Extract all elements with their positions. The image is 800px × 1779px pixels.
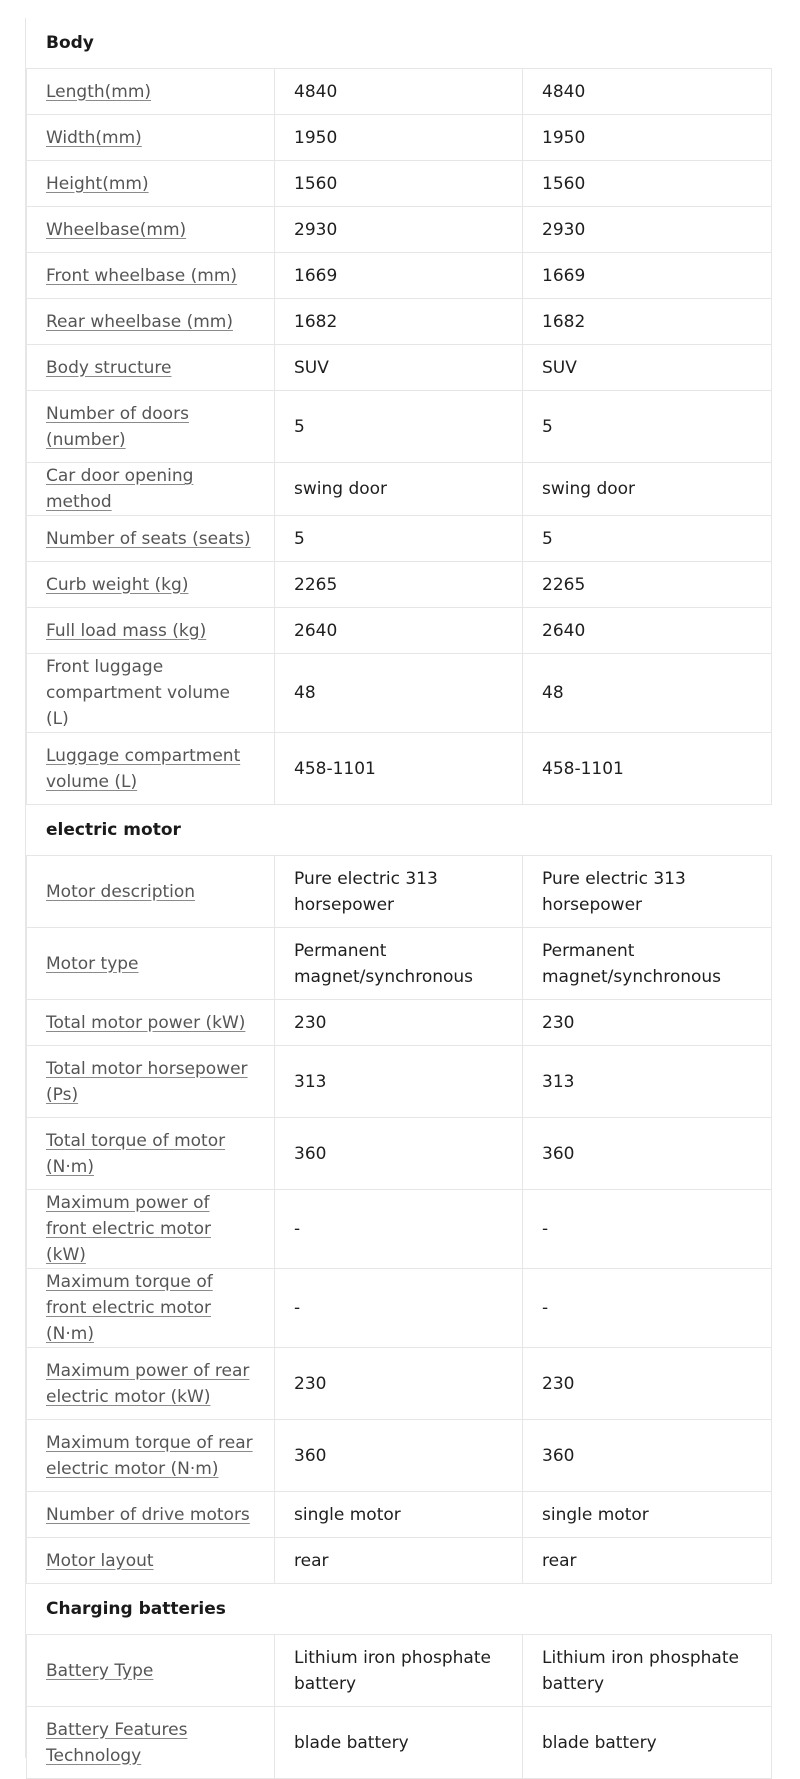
spec-value-model-2: 48 (523, 654, 772, 733)
spec-label-cell[interactable] (27, 253, 275, 299)
spec-label-link[interactable]: Maximum power of front electric motor (kW) (46, 1193, 211, 1265)
spec-value-model-1: 458-1101 (275, 733, 523, 805)
spec-value-model-2: 2640 (523, 608, 772, 654)
section-title-charging-batteries: Charging batteries (46, 1599, 226, 1619)
spec-value-model-2: - (523, 1190, 772, 1269)
spec-label-cell[interactable] (27, 516, 275, 562)
spec-value-model-2: Lithium iron phosphate battery (523, 1635, 772, 1707)
table-row (27, 1046, 772, 1118)
table-row (27, 253, 772, 299)
spec-label-link[interactable]: Width(mm) (46, 127, 142, 148)
spec-label-cell[interactable] (27, 391, 275, 463)
table-row (27, 391, 772, 463)
spec-value-model-1: 1950 (275, 115, 523, 161)
spec-label-link[interactable]: Battery Features Technology (46, 1719, 188, 1766)
spec-label-cell[interactable] (27, 463, 275, 516)
spec-label-link[interactable]: Height(mm) (46, 173, 149, 194)
spec-value-model-2: 5 (523, 516, 772, 562)
spec-label-cell[interactable] (27, 1269, 275, 1348)
spec-label-cell[interactable] (27, 1190, 275, 1269)
table-row (27, 1635, 772, 1707)
spec-value-model-2: 230 (523, 1348, 772, 1420)
spec-label-cell[interactable] (27, 1538, 275, 1584)
spec-label-link[interactable]: Full load mass (kg) (46, 620, 207, 641)
spec-value-model-1: 2640 (275, 608, 523, 654)
spec-value-model-2: 1950 (523, 115, 772, 161)
spec-value-model-2: 230 (523, 1000, 772, 1046)
spec-label-link[interactable]: Total torque of motor (N·m) (46, 1130, 226, 1177)
spec-label-link[interactable]: Length(mm) (46, 81, 152, 102)
spec-label-link[interactable]: Maximum power of rear electric motor (kW) (46, 1360, 250, 1407)
spec-value-model-2: 2930 (523, 207, 772, 253)
spec-label-link[interactable]: Car door opening method (46, 466, 194, 512)
spec-label-cell[interactable] (27, 928, 275, 1000)
spec-value-model-1: 1682 (275, 299, 523, 345)
spec-value-model-1: 1560 (275, 161, 523, 207)
spec-label-cell[interactable] (27, 115, 275, 161)
spec-value-model-1: single motor (275, 1492, 523, 1538)
spec-value-model-1: 230 (275, 1348, 523, 1420)
spec-value-model-2: 1682 (523, 299, 772, 345)
spec-value-model-1: 5 (275, 391, 523, 463)
spec-value-model-1: 2265 (275, 562, 523, 608)
spec-value-model-1: - (275, 1190, 523, 1269)
spec-value-model-1: Pure electric 313 horsepower (275, 856, 523, 928)
spec-table-body (26, 68, 772, 805)
spec-value-model-2: blade battery (523, 1707, 772, 1779)
spec-label-cell[interactable] (27, 207, 275, 253)
spec-value-model-1: Lithium iron phosphate battery (275, 1635, 523, 1707)
spec-value-model-2: 313 (523, 1046, 772, 1118)
spec-label-link[interactable]: Motor type (46, 953, 139, 974)
spec-label-cell[interactable] (27, 1635, 275, 1707)
spec-label-link[interactable]: Total motor horsepower (Ps) (46, 1058, 248, 1105)
spec-label-link[interactable]: Maximum torque of front electric motor (N·m) (46, 1272, 213, 1344)
table-row (27, 1190, 772, 1269)
spec-label-link[interactable]: Maximum torque of rear electric motor (N·m) (46, 1432, 253, 1479)
spec-value-model-2: - (523, 1269, 772, 1348)
spec-label-link[interactable]: Motor layout (46, 1550, 154, 1571)
spec-value-model-2: single motor (523, 1492, 772, 1538)
table-row (27, 299, 772, 345)
spec-value-model-2: 1669 (523, 253, 772, 299)
spec-label-link[interactable]: Front wheelbase (mm) (46, 265, 238, 286)
spec-value-model-1: 2930 (275, 207, 523, 253)
spec-label-cell[interactable] (27, 1492, 275, 1538)
spec-value-model-1: blade battery (275, 1707, 523, 1779)
spec-label-cell[interactable] (27, 608, 275, 654)
table-row (27, 1118, 772, 1190)
spec-value-model-1: 1669 (275, 253, 523, 299)
spec-value-model-2: 1560 (523, 161, 772, 207)
spec-value-model-1: SUV (275, 345, 523, 391)
spec-label-cell[interactable] (27, 733, 275, 805)
spec-value-model-1: 360 (275, 1118, 523, 1190)
spec-value-model-1: 230 (275, 1000, 523, 1046)
spec-label-link[interactable]: Motor description (46, 881, 196, 902)
spec-label-link[interactable]: Wheelbase(mm) (46, 219, 187, 240)
spec-label-link[interactable]: Number of seats (seats) (46, 528, 251, 549)
spec-value-model-2: swing door (523, 463, 772, 516)
spec-label-cell[interactable] (27, 1420, 275, 1492)
table-row (27, 562, 772, 608)
spec-label-cell[interactable] (27, 161, 275, 207)
spec-value-model-2: Pure electric 313 horsepower (523, 856, 772, 928)
spec-label-cell[interactable] (27, 69, 275, 115)
spec-label-link[interactable]: Total motor power (kW) (46, 1012, 246, 1033)
spec-label-cell[interactable] (27, 1707, 275, 1779)
spec-value-model-2: rear (523, 1538, 772, 1584)
spec-label: Front luggage compartment volume (L) (46, 657, 231, 729)
spec-value-model-1: - (275, 1269, 523, 1348)
spec-label-cell[interactable] (27, 299, 275, 345)
table-row (27, 856, 772, 928)
table-row (27, 1348, 772, 1420)
spec-value-model-2: 360 (523, 1420, 772, 1492)
table-row (27, 1538, 772, 1584)
table-row (27, 161, 772, 207)
spec-label-cell[interactable] (27, 856, 275, 928)
spec-label-link[interactable]: Luggage compartment volume (L) (46, 745, 241, 792)
table-row (27, 654, 772, 733)
spec-label-cell[interactable] (27, 1118, 275, 1190)
table-row (27, 345, 772, 391)
spec-value-model-1: 5 (275, 516, 523, 562)
table-row (27, 608, 772, 654)
spec-table-charging-batteries (26, 1634, 772, 1779)
spec-table-electric-motor (26, 855, 772, 1584)
spec-label-link[interactable]: Body structure (46, 357, 172, 378)
spec-label-cell[interactable] (27, 1046, 275, 1118)
spec-value-model-2: SUV (523, 345, 772, 391)
spec-value-model-2: 5 (523, 391, 772, 463)
table-row (27, 1420, 772, 1492)
table-row (27, 928, 772, 1000)
spec-label-cell[interactable] (27, 562, 275, 608)
table-row (27, 1269, 772, 1348)
table-row (27, 1707, 772, 1779)
spec-label-cell (27, 654, 275, 733)
table-row (27, 733, 772, 805)
spec-value-model-1: swing door (275, 463, 523, 516)
table-row (27, 207, 772, 253)
spec-value-model-1: 313 (275, 1046, 523, 1118)
table-row (27, 516, 772, 562)
spec-label-link[interactable]: Battery Type (46, 1660, 154, 1681)
spec-value-model-2: 458-1101 (523, 733, 772, 805)
table-row (27, 69, 772, 115)
spec-label-cell[interactable] (27, 1348, 275, 1420)
table-row (27, 1000, 772, 1046)
spec-table-container (25, 18, 770, 1766)
spec-value-model-2: Permanent magnet/synchronous (523, 928, 772, 1000)
spec-value-model-1: 4840 (275, 69, 523, 115)
spec-value-model-1: 48 (275, 654, 523, 733)
table-row (27, 115, 772, 161)
spec-value-model-2: 360 (523, 1118, 772, 1190)
spec-label-link[interactable]: Rear wheelbase (mm) (46, 311, 233, 332)
section-title-electric-motor: electric motor (46, 820, 181, 840)
spec-label-link[interactable]: Curb weight (kg) (46, 574, 189, 595)
spec-label-cell[interactable] (27, 345, 275, 391)
spec-value-model-2: 2265 (523, 562, 772, 608)
spec-label-link[interactable]: Number of doors (number) (46, 403, 189, 450)
table-row (27, 463, 772, 516)
section-title-body: Body (46, 33, 94, 53)
spec-value-model-1: 360 (275, 1420, 523, 1492)
spec-value-model-1: Permanent magnet/synchronous (275, 928, 523, 1000)
spec-label-link[interactable]: Number of drive motors (46, 1504, 250, 1525)
spec-label-cell[interactable] (27, 1000, 275, 1046)
table-row (27, 1492, 772, 1538)
spec-value-model-1: rear (275, 1538, 523, 1584)
spec-value-model-2: 4840 (523, 69, 772, 115)
